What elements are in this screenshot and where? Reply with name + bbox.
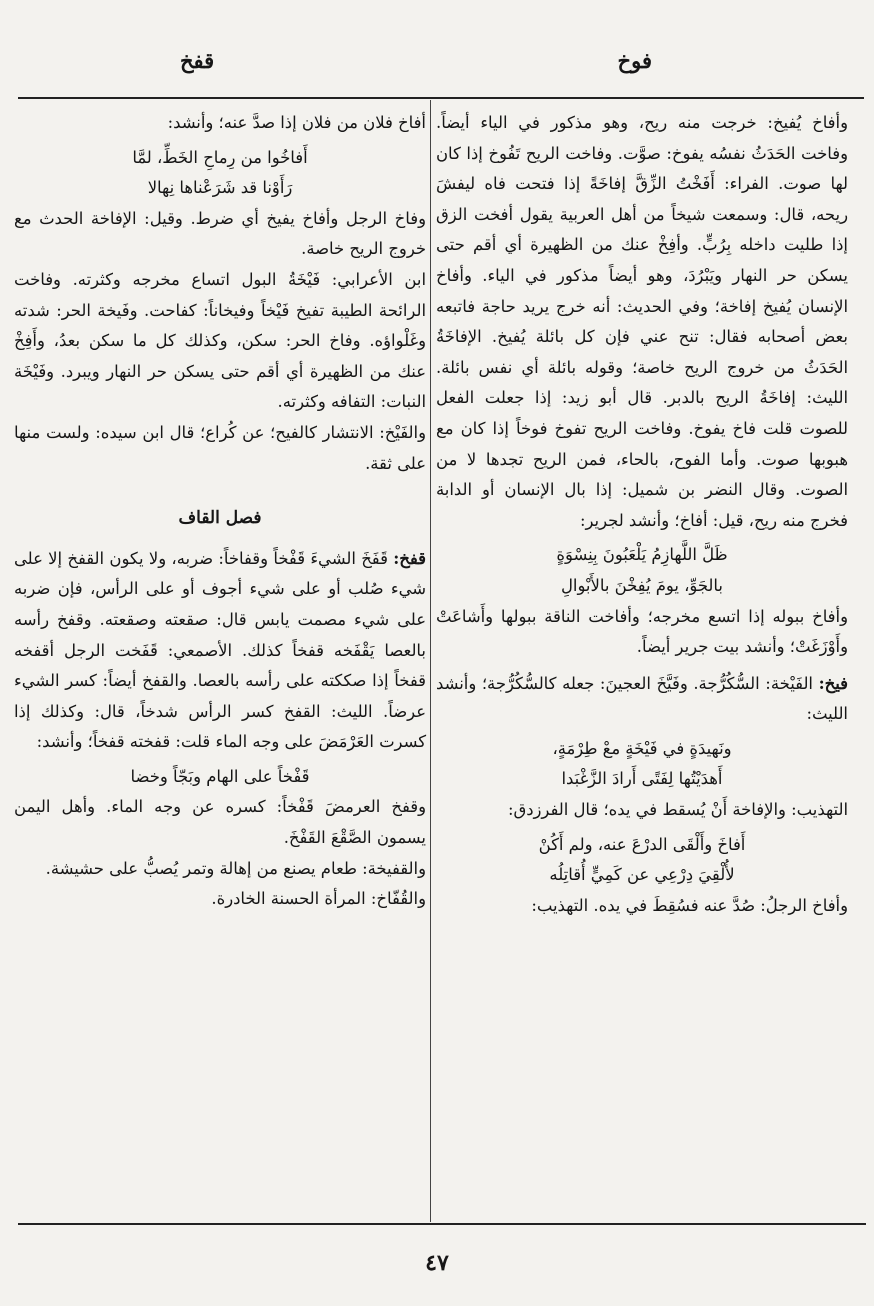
entry-paragraph: ابن الأعرابي: فَيْخَةُ البول اتساع مخرجه وكثرته. وفاخت الرائحة الطيبة تفيخ فَيْخاً وفيخاناً: كفاحت. وفَيخة الحر: شدته وغَلْواؤه. وفاخ الحر: سكن، وكذلك كل ما سكن بعدُ، وأَفِخْ عنك من الظهيرة أي أقم حتى يسكن حر النهار ويبرد. وفَيْخَة النبات: التفافه وكثرته. <box>14 269 426 412</box>
verse-block <box>436 734 848 795</box>
headword-fikh: فيخ: <box>818 673 848 693</box>
verse-line: لأُلْقِيَ دِرْعِي عن كَمِيٍّ أُقاتِلُه <box>549 865 735 885</box>
entry-paragraph <box>14 544 426 758</box>
entry-paragraph: والقُفّاخ: المرأة الحسنة الخادرة. <box>211 889 426 909</box>
verse-line: رَأَوْنا قد شَرَعْناها نِهالا <box>147 178 293 198</box>
verse-line: بالجَوِّ، يومَ يُفِخْنَ بالأَبْوالِ <box>560 575 723 595</box>
verse-line: أَفاخُوا من رِماحِ الخَطِّ، لمَّا <box>132 147 308 167</box>
headword-qafakh: قفخ: <box>393 548 426 568</box>
right-column <box>436 108 848 921</box>
section-title: فصل القاف <box>178 508 262 529</box>
entry-text: قَفَخَ الشيءَ قَفْخاً وقفاخاً: ضربه، ولا يكون القفخ إلا على شيء صُلب أو على شيء أجوف أو على الرأس، فإن ضربه على شيء مصمت يابس قال: صقعته وصقعته. وقفخ رأسه بالعصا يَقْفَخه قفخاً كذلك. الأصمعي: قَفَخت الرجل أقفخه قفخاً إذا صككته على رأسه بالعصا. والقفخ أيضاً: كسر الشيء عرضاً. الليث: القفخ كسر الرأس شدخاً، قال: وكذلك إذا كسرت العَرْمَضَ على وجه الماء قلت: قفخته قفخاً؛ وأنشد: <box>14 548 426 752</box>
column-divider <box>430 100 431 1222</box>
entry-paragraph: وقفخ العرمضَ قَفْخاً: كسره عن وجه الماء. وأهل اليمن يسمون الصَّقْعَ القَفْخَ. <box>14 797 426 848</box>
entry-text: الفَيْخة: السُّكُرُّجة. وفَيَّخَ العجينَ: جعله كالسُّكُرُّجة؛ وأنشد الليث: <box>436 673 848 724</box>
verse-block <box>14 143 426 204</box>
entry-paragraph <box>436 669 848 730</box>
running-header-left: قفخ <box>180 48 215 73</box>
verse-line: ظَلَّ اللَّهازِمُ يَلْعَبُونَ بِنِسْوَةٍ <box>556 545 728 565</box>
footer-rule <box>18 1223 866 1225</box>
entry-paragraph: أفاخ فلان من فلان إذا صدَّ عنه؛ وأنشد: <box>167 113 426 132</box>
verse-block <box>436 830 848 891</box>
verse-line: قَفْخاً على الهام وبَجّاً وخضا <box>130 766 310 786</box>
entry-paragraph: التهذيب: والإفاخة أَنْ يُسقط في يده؛ قال الفرزدق: <box>507 800 848 820</box>
running-header-right: فوخ <box>617 48 652 73</box>
verse-line: أَهدَيْتُها لِفَتًى أَرادَ الزَّغْبَدا <box>561 769 723 789</box>
verse-line: أَفاخَ وأَلْقَى الدرْعَ عنه، ولم أَكُنْ <box>538 834 746 854</box>
entry-paragraph: وأفاخ الرجلُ: صُدَّ عنه فسُقِطَ في يده. التهذيب: <box>531 895 848 915</box>
verse-line: ونَهيدَةٍ في فَيْخَةٍ معْ طِرْمَةٍ، <box>552 738 732 758</box>
entry-paragraph: والفَيْخ: الانتشار كالفيح؛ عن كُراع؛ قال ابن سيده: ولست منها على ثقة. <box>14 422 426 473</box>
verse-block <box>14 762 426 793</box>
verse-block <box>436 540 848 601</box>
entry-paragraph: وأفاخ ببوله إذا اتسع مخرجه؛ وأفاخت الناقة ببولها وأَشاعَتْ وأَوْزَغَتْ؛ وأنشد بيت جرير أيضاً. <box>436 606 848 657</box>
entry-paragraph: والقفيخة: طعام يصنع من إهالة وتمر يُصبُّ على حشيشة. <box>45 858 426 878</box>
header-rule <box>18 97 864 99</box>
entry-paragraph: وفاخ الرجل وأفاخ يفيخ أي ضرط. وقيل: الإفاخة الحدث مع خروج الريح خاصة. <box>14 208 426 259</box>
left-column <box>14 108 426 915</box>
page-number: ٤٧ <box>425 1250 449 1276</box>
entry-paragraph: وأفاخ يُفيخ: خرجت منه ريح، وهو مذكور في الياء أيضاً. وفاخت الحَدَثُ نفسُه يفوخ: صوَّت. وفاخت الريح تَفُوخ إذا كان لها صوت. الفراء: أَفَخْتُ الزِّقَّ إفاخَةً إذا فتحت فاه ليفشَ ريحه، قال: وسمعت شيخاً من أهل العربية يقول أفخت الزق إذا طليت داخله بِرُبٍّ. وأفِخْ عنك من الظهيرة أي أقم حتى يسكن حر النهار ويَبْرُدَ، وهو أيضاً مذكور في الياء. وأفاخ الإنسان يُفيخ إفاخة؛ وفي الحديث: أنه خرج يريد حاجة فاتبعه بعض أصحابه فقال: تنح عني فإن كل بائلة يُفيخ. الإفاخَةُ الحَدَثُ من خروج الريح خاصة؛ وقوله بائلة أي نفس بائلة. الليث: إفاخَةُ الريح بالدبر. قال أبو زيد: إذا جعلت الفعل للصوت قلت فاخ يفوخ. وفاخت الريح تفوخ فوخاً إذا كان مع هبوبها صوت. وأما الفوح، بالحاء، فمن الريح تجدها لا من الصوت. وقال النضر بن شميل: إذا بال الإنسان أو الدابة فخرج منه ريح، قيل: أفاخ؛ وأنشد لجرير: <box>436 113 848 530</box>
